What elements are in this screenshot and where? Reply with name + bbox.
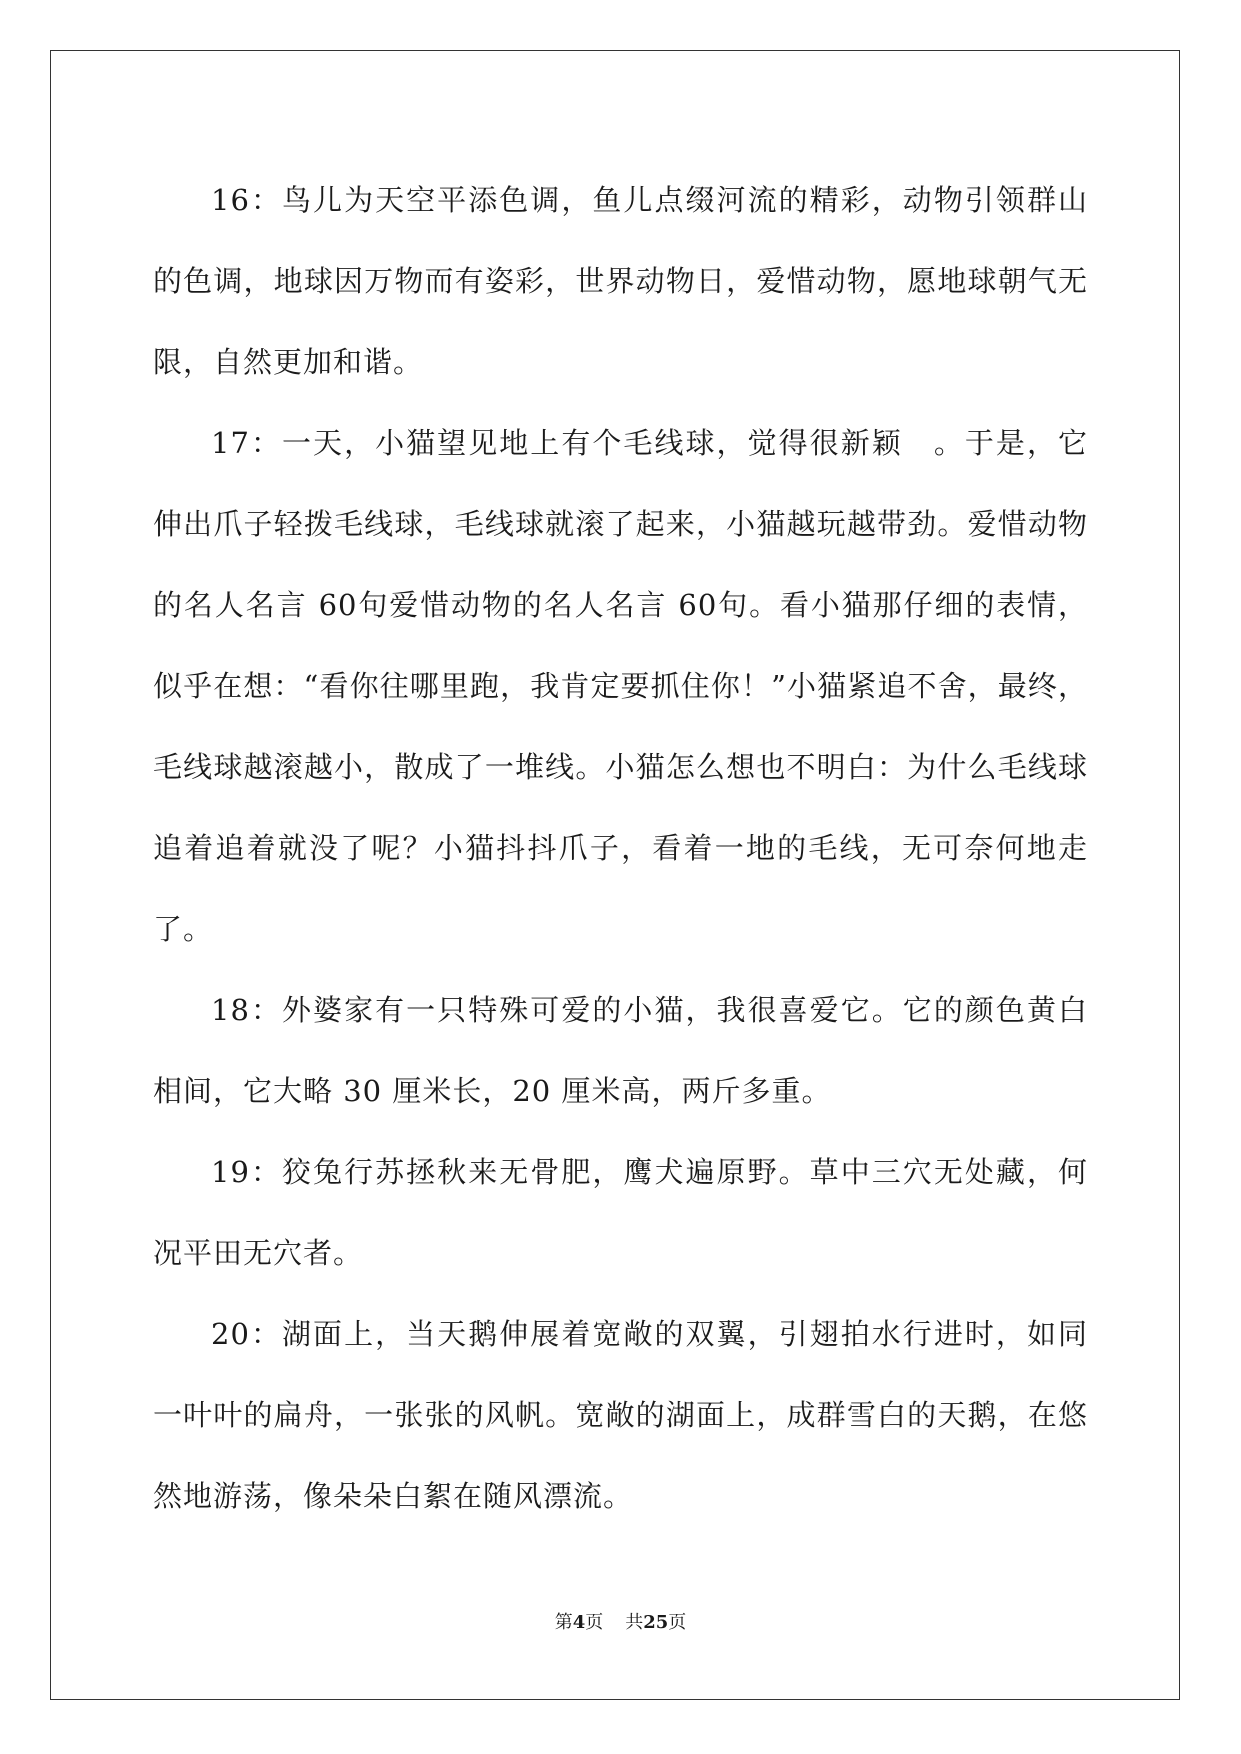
paragraph-16: 16：鸟儿为天空平添色调，鱼儿点缀河流的精彩，动物引领群山的色调，地球因万物而有姿彩，世界动物日，爱惜动物，愿地球朝气无限，自然更加和谐。	[153, 183, 1088, 379]
paragraph-18: 18：外婆家有一只特殊可爱的小猫，我很喜爱它。它的颜色黄白相间，它大略 30 厘米长，20 厘米高，两斤多重。	[153, 993, 1088, 1108]
total-prefix: 共	[625, 1612, 644, 1633]
total-pages: 25	[643, 1612, 669, 1633]
page-footer	[0, 1608, 1241, 1634]
page-suffix: 页	[585, 1612, 604, 1633]
paragraph-20: 20：湖面上，当天鹅伸展着宽敞的双翼，引翅拍水行进时，如同一叶叶的扁舟，一张张的风帆。宽敞的湖面上，成群雪白的天鹅，在悠然地游荡，像朵朵白絮在随风漂流。	[153, 1317, 1088, 1513]
paragraph-19: 19：狡兔行苏拯秋来无骨肥，鹰犬遍原野。草中三穴无处藏，何况平田无穴者。	[153, 1155, 1088, 1270]
page-prefix: 第	[554, 1612, 573, 1633]
paragraph-17: 17：一天，小猫望见地上有个毛线球，觉得很新颖 。于是，它伸出爪子轻拨毛线球，毛线球就滚了起来，小猫越玩越带劲。爱惜动物的名人名言 60句爱惜动物的名人名言 60句。看小猫那仔细的表情，似乎在想：“看你往哪里跑，我肯定要抓住你！”小猫紧追不舍，最终，毛线球越滚越小，散成了一堆线。小猫怎么想也不明白：为什么毛线球追着追着就没了呢？小猫抖抖爪子，看着一地的毛线，无可奈何地走了。	[153, 426, 1088, 946]
total-suffix: 页	[668, 1612, 687, 1633]
page-number: 4	[572, 1612, 586, 1633]
document-body	[153, 160, 1088, 1537]
